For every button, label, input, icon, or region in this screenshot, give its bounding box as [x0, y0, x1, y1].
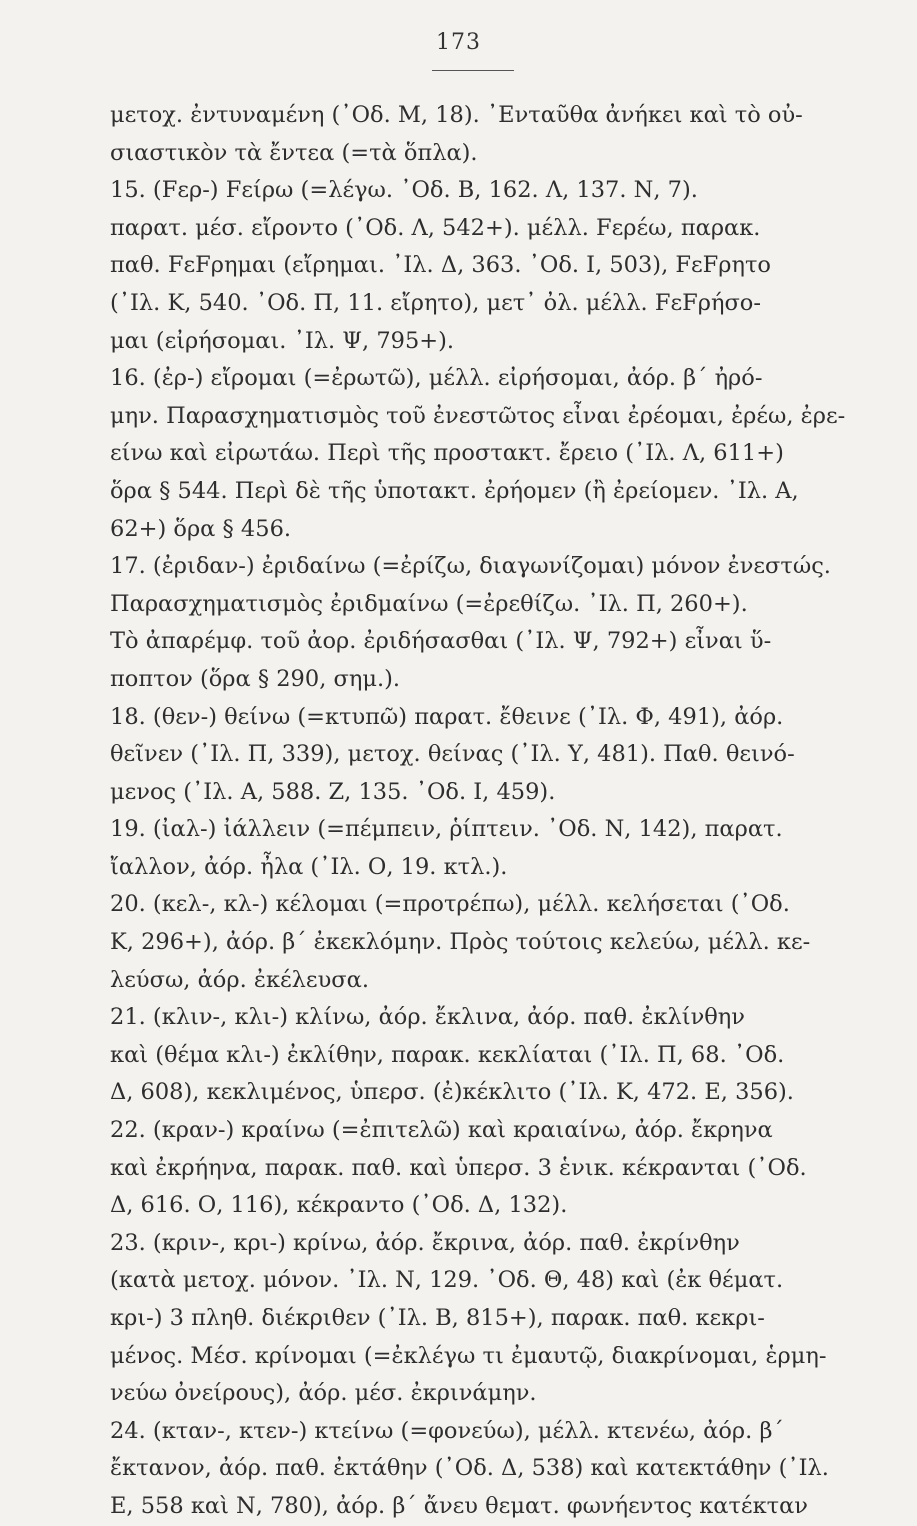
text-line: Ε, 558 καὶ Ν, 780), ἀόρ. β΄ ἄνευ θεματ. φωνήεντος κατέκταν	[110, 1492, 808, 1519]
text-line: Κ, 296+), ἀόρ. β΄ ἐκεκλόμην. Πρὸς τούτοις κελεύω, μέλλ. κε-	[110, 929, 811, 956]
text-line: ποπτον (ὅρα § 290, σημ.).	[110, 665, 401, 692]
text-line: 19. (ἰαλ-) ἰάλλειν (=πέμπειν, ῥίπτειν. ᾿Οδ. Ν, 142), παρατ.	[110, 816, 783, 843]
text-line: λεύσω, ἀόρ. ἐκέλευσα.	[110, 966, 369, 993]
text-line: 16. (ἐρ-) εἴρομαι (=ἐρωτῶ), μέλλ. εἰρήσομαι, ἀόρ. β΄ ἠρό-	[110, 365, 763, 392]
text-line: παρατ. μέσ. εἴροντο (᾿Οδ. Λ, 542+). μέλλ. Fερέω, παρακ.	[110, 214, 761, 241]
text-line: Τὸ ἀπαρέμφ. τοῦ ἀορ. ἐριδήσασθαι (᾿Ιλ. Ψ, 792+) εἶναι ὕ-	[110, 628, 772, 655]
page-number: 173	[436, 30, 481, 55]
header-rule	[432, 70, 514, 71]
text-line: παθ. FεFρημαι (εἴρημαι. ᾿Ιλ. Δ, 363. ᾿Οδ. Ι, 503), FεFρητο	[110, 252, 771, 279]
text-line: ἴαλλον, ἀόρ. ἦλα (᾿Ιλ. Ο, 19. κτλ.).	[110, 853, 508, 880]
text-line: Δ, 608), κεκλιμένος, ὑπερσ. (ἐ)κέκλιτο (᾿Ιλ. Κ, 472. Ε, 356).	[110, 1079, 794, 1106]
text-line: μενος (᾿Ιλ. Α, 588. Ζ, 135. ᾿Οδ. Ι, 459).	[110, 778, 556, 805]
text-line: μην. Παρασχηματισμὸς τοῦ ἐνεστῶτος εἶναι ἐρέομαι, ἐρέω, ἐρε-	[110, 402, 846, 429]
text-line: Παρασχηματισμὸς ἐριδμαίνω (=ἐρεθίζω. ᾿Ιλ. Π, 260+).	[110, 590, 748, 617]
text-line: νεύω ὀνείρους), ἀόρ. μέσ. ἐκρινάμην.	[110, 1380, 537, 1407]
text-line: (᾿Ιλ. Κ, 540. ᾿Οδ. Π, 11. εἴρητο), μετ᾿ ὀλ. μέλλ. FεFρήσο-	[110, 289, 761, 316]
text-line: 62+) ὅρα § 456.	[110, 515, 292, 542]
text-line: 22. (κραν-) κραίνω (=ἐπιτελῶ) καὶ κραιαίνω, ἀόρ. ἔκρηνα	[110, 1117, 773, 1144]
text-line: 23. (κριν-, κρι-) κρίνω, ἀόρ. ἔκρινα, ἀόρ. παθ. ἐκρίνθην	[110, 1229, 740, 1256]
text-line: 15. (Fερ-) Fείρω (=λέγω. ᾿Οδ. Β, 162. Λ, 137. Ν, 7).	[110, 177, 698, 204]
text-line: ὅρα § 544. Περὶ δὲ τῆς ὑποτακτ. ἐρήομεν (ἢ ἐρείομεν. ᾿Ιλ. Α,	[110, 477, 799, 504]
text-line: είνω καὶ εἰρωτάω. Περὶ τῆς προστακτ. ἔρειο (᾿Ιλ. Λ, 611+)	[110, 440, 784, 467]
text-line: μετοχ. ἐντυναμένη (᾿Οδ. Μ, 18). ᾿Ενταῦθα ἀνήκει καὶ τὸ οὐ-	[110, 102, 803, 128]
text-line: Δ, 616. Ο, 116), κέκραντο (᾿Οδ. Δ, 132).	[110, 1192, 568, 1219]
text-line: μένος. Μέσ. κρίνομαι (=ἐκλέγω τι ἐμαυτῷ, διακρίνομαι, ἑρμη-	[110, 1342, 827, 1369]
text-line: θεῖνεν (᾿Ιλ. Π, 339), μετοχ. θείνας (᾿Ιλ. Υ, 481). Παθ. θεινό-	[110, 741, 795, 768]
text-line: καὶ (θέμα κλι-) ἐκλίθην, παρακ. κεκλίαται (᾿Ιλ. Π, 68. ᾿Οδ.	[110, 1041, 785, 1068]
text-line: καὶ ἐκρήηνα, παρακ. παθ. καὶ ὑπερσ. 3 ἑνικ. κέκρανται (᾿Οδ.	[110, 1154, 807, 1181]
text-line: 17. (ἐριδαν-) ἐριδαίνω (=ἐρίζω, διαγωνίζομαι) μόνον ἐνεστώς.	[110, 553, 831, 580]
body-text	[110, 97, 850, 1526]
text-line: 18. (θεν-) θείνω (=κτυπῶ) παρατ. ἔθεινε (᾿Ιλ. Φ, 491), ἀόρ.	[110, 703, 784, 730]
text-line: 24. (κταν-, κτεν-) κτείνω (=φονεύω), μέλλ. κτενέω, ἀόρ. β΄	[110, 1417, 784, 1444]
text-line: μαι (εἰρήσομαι. ᾿Ιλ. Ψ, 795+).	[110, 327, 455, 354]
text-line: 20. (κελ-, κλ-) κέλομαι (=προτρέπω), μέλλ. κελήσεται (᾿Οδ.	[110, 891, 790, 918]
text-line: κρι-) 3 πληθ. διέκριθεν (᾿Ιλ. Β, 815+), παρακ. παθ. κεκρι-	[110, 1305, 765, 1331]
text-line: (κατὰ μετοχ. μόνον. ᾿Ιλ. Ν, 129. ᾿Οδ. Θ, 48) καὶ (ἐκ θέματ.	[110, 1267, 784, 1294]
text-line: σιαστικὸν τὰ ἔντεα (=τὰ ὅπλα).	[110, 139, 478, 166]
text-line: 21. (κλιν-, κλι-) κλίνω, ἀόρ. ἔκλινα, ἀόρ. παθ. ἐκλίνθην	[110, 1004, 745, 1031]
text-line: ἔκτανον, ἀόρ. παθ. ἐκτάθην (᾿Οδ. Δ, 538) καὶ κατεκτάθην (᾿Ιλ.	[110, 1455, 829, 1482]
